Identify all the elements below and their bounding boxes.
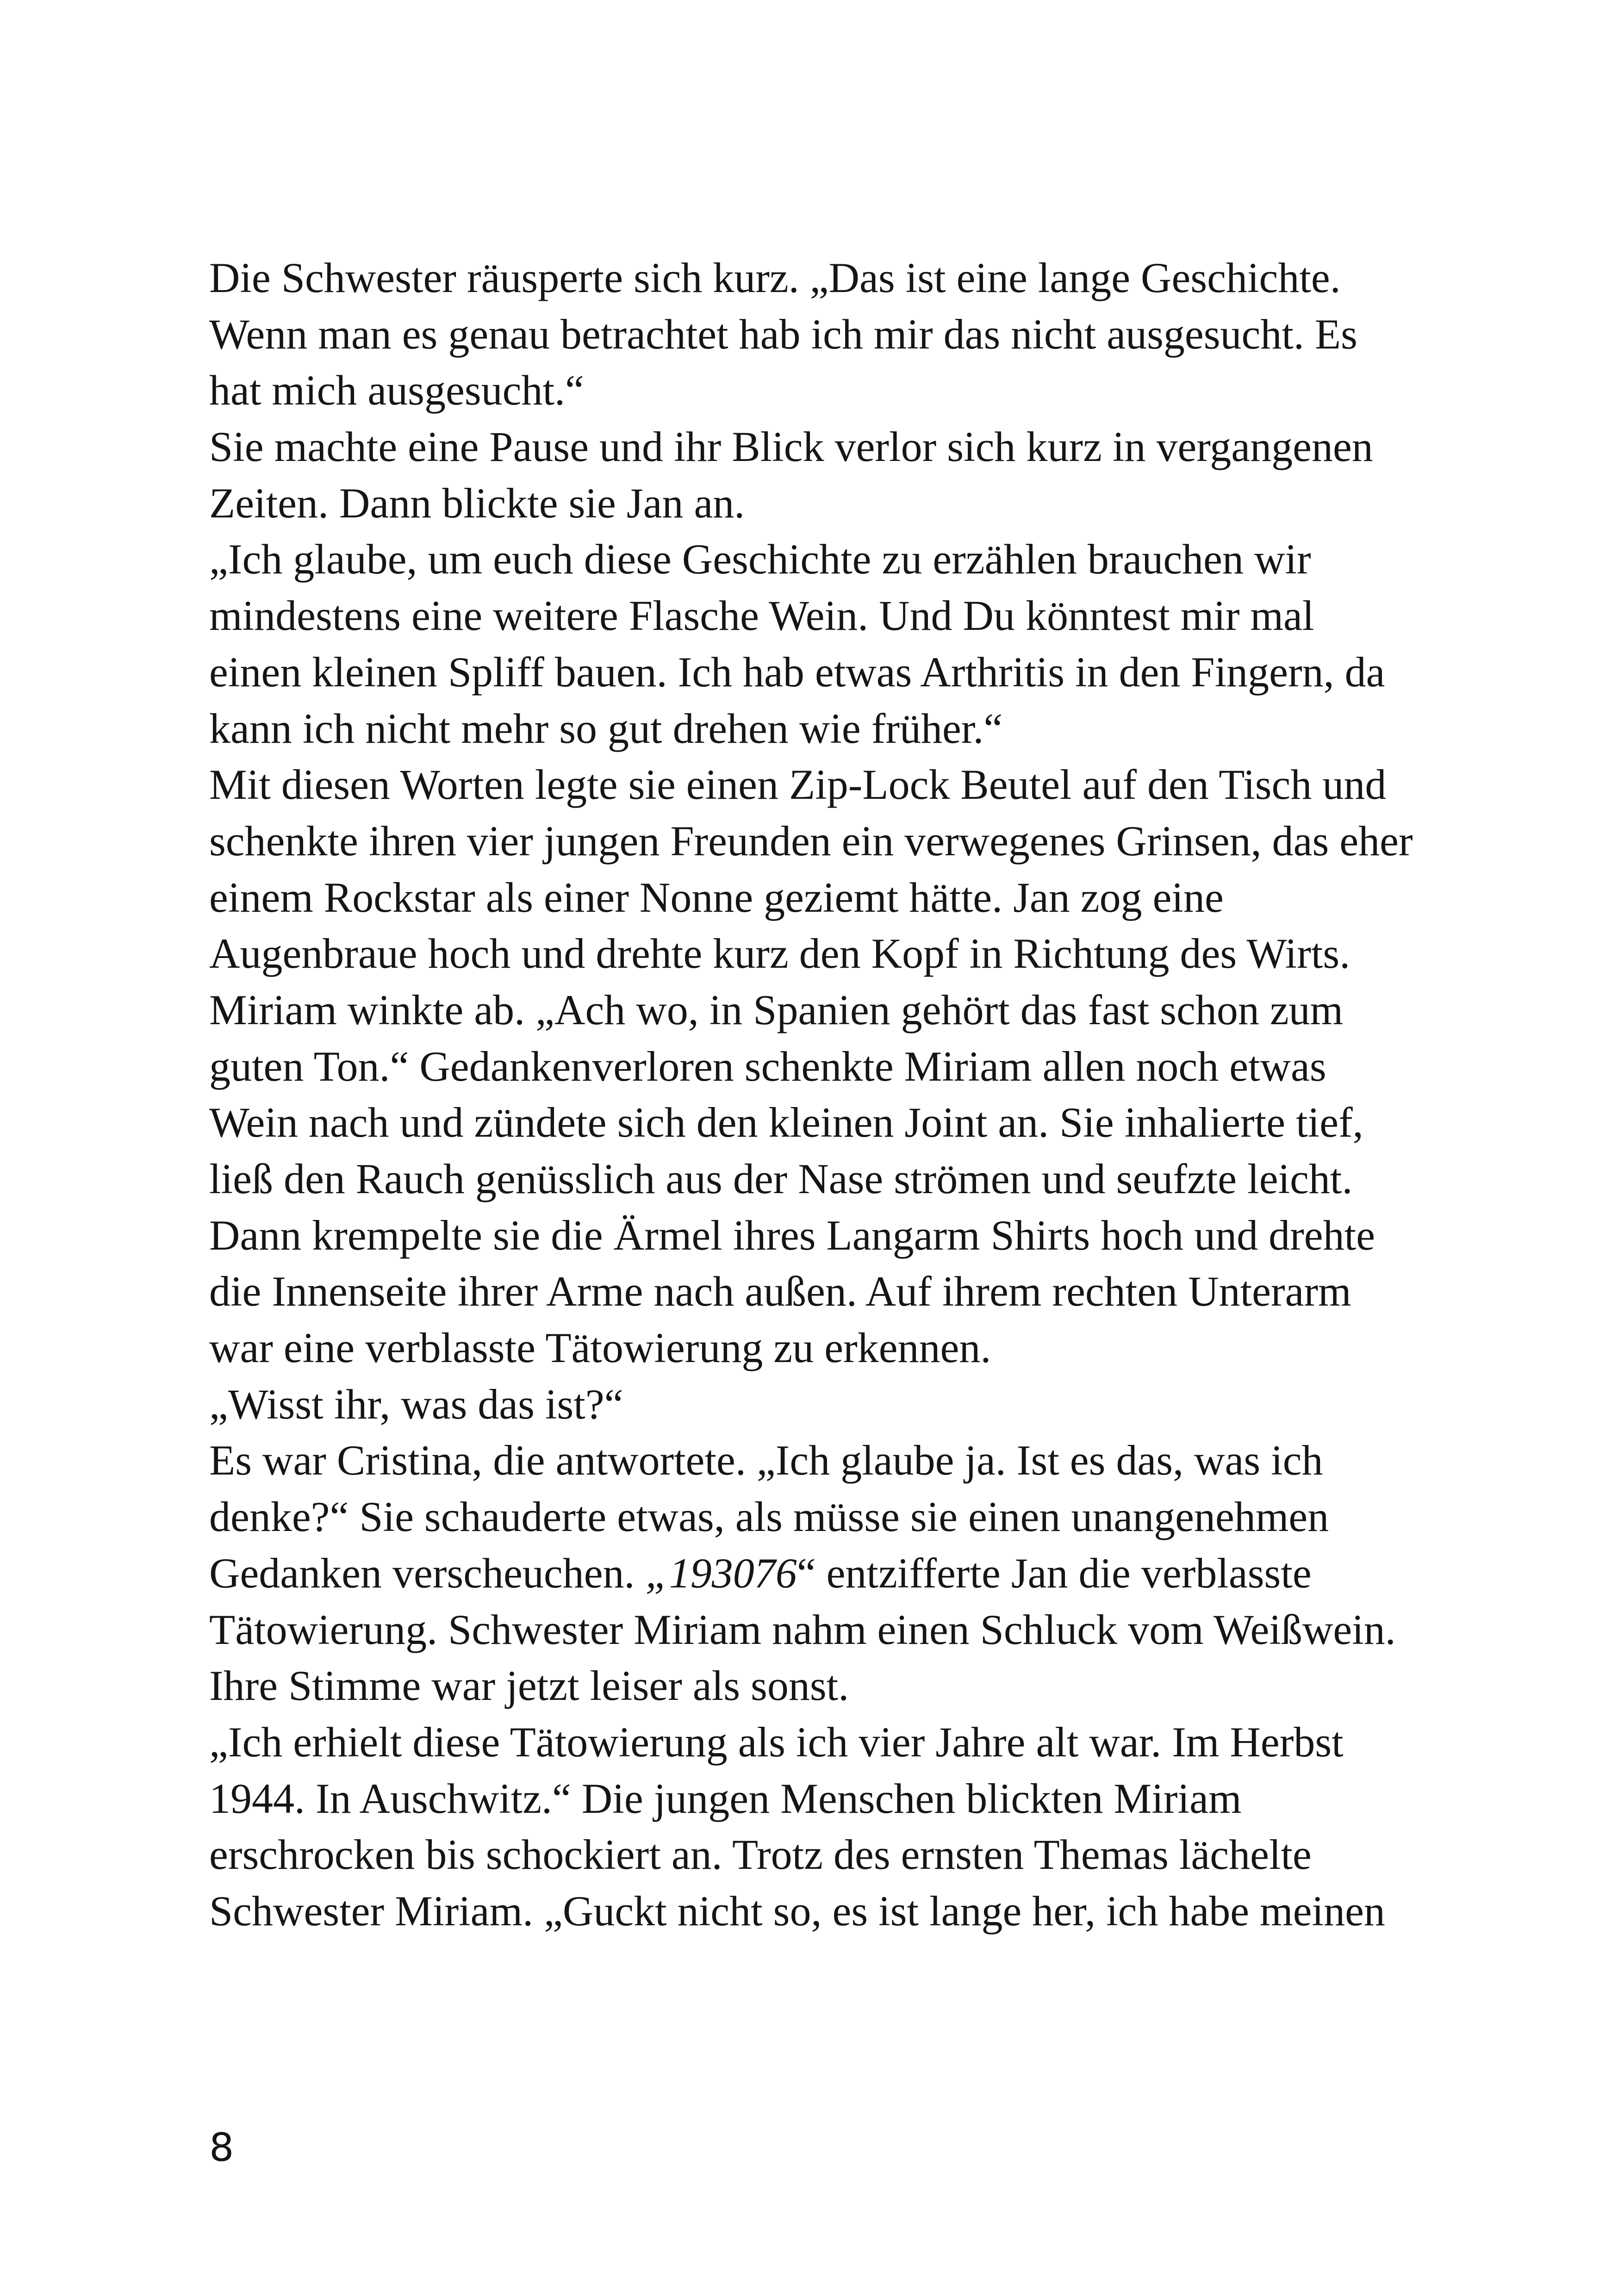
text-line-19: die Innenseite ihrer Arme nach außen. Auf ihrem rechten Unterarm <box>209 1268 1351 1315</box>
text-line-11: schenkte ihren vier jungen Freunden ein verwegenes Grinsen, das eher <box>209 817 1413 865</box>
text-line-1: Die Schwester räusperte sich kurz. „Das ist eine lange Geschichte. <box>209 254 1341 301</box>
body-text <box>209 250 1459 1940</box>
text-line-16: Wein nach und zündete sich den kleinen Joint an. Sie inhalierte tief, <box>209 1099 1363 1146</box>
text-line-4: Sie machte eine Pause und ihr Blick verlor sich kurz in vergangenen <box>209 423 1373 471</box>
text-line-8: einen kleinen Spliff bauen. Ich hab etwas Arthritis in den Fingern, da <box>209 648 1385 696</box>
text-line-6: „Ich glaube, um euch diese Geschichte zu erzählen brauchen wir <box>209 535 1311 583</box>
page-number: 8 <box>209 2125 234 2170</box>
text-line-18: Dann krempelte sie die Ärmel ihres Langarm Shirts hoch und drehte <box>209 1211 1375 1259</box>
text-line-14: Miriam winkte ab. „Ach wo, in Spanien gehört das fast schon zum <box>209 986 1344 1033</box>
text-line-24 <box>209 1545 1459 1602</box>
text-line-17: ließ den Rauch genüsslich aus der Nase strömen und seufzte leicht. <box>209 1155 1353 1202</box>
text-line-23: denke?“ Sie schauderte etwas, als müsse sie einen unangenehmen <box>209 1493 1329 1541</box>
text-line-2: Wenn man es genau betrachtet hab ich mir das nicht ausgesucht. Es <box>209 310 1357 358</box>
text-line-27: „Ich erhielt diese Tätowierung als ich vier Jahre alt war. Im Herbst <box>209 1718 1344 1766</box>
text-line-20: war eine verblasste Tätowierung zu erkennen. <box>209 1324 991 1372</box>
text-line-30: Schwester Miriam. „Guckt nicht so, es ist lange her, ich habe meinen <box>209 1887 1385 1935</box>
text-line-10: Mit diesen Worten legte sie einen Zip-Lock Beutel auf den Tisch und <box>209 761 1387 809</box>
text-line-13: Augenbraue hoch und drehte kurz den Kopf in Richtung des Wirts. <box>209 930 1350 977</box>
text-line-9: kann ich nicht mehr so gut drehen wie früher.“ <box>209 704 1003 752</box>
text-line-29: erschrocken bis schockiert an. Trotz des ernsten Themas lächelte <box>209 1831 1312 1879</box>
text-line-5: Zeiten. Dann blickte sie Jan an. <box>209 479 745 527</box>
text-line-21: „Wisst ihr, was das ist?“ <box>209 1380 623 1428</box>
text-line-12: einem Rockstar als einer Nonne geziemt hätte. Jan zog eine <box>209 873 1224 921</box>
text-line-24-before: Gedanken verscheuchen. <box>209 1549 646 1597</box>
text-line-24-after: “ entzifferte Jan die verblasste <box>797 1549 1312 1597</box>
text-line-26: Ihre Stimme war jetzt leiser als sonst. <box>209 1662 849 1710</box>
text-line-22: Es war Cristina, die antwortete. „Ich glaube ja. Ist es das, was ich <box>209 1437 1323 1484</box>
text-line-25: Tätowierung. Schwester Miriam nahm einen Schluck vom Weißwein. <box>209 1605 1396 1653</box>
text-line-3: hat mich ausgesucht.“ <box>209 367 584 414</box>
text-line-28: 1944. In Auschwitz.“ Die jungen Menschen blickten Miriam <box>209 1774 1242 1822</box>
tattoo-number: „193076 <box>645 1549 797 1597</box>
text-line-15: guten Ton.“ Gedankenverloren schenkte Miriam allen noch etwas <box>209 1042 1326 1090</box>
text-line-7: mindestens eine weitere Flasche Wein. Und Du könntest mir mal <box>209 592 1314 640</box>
